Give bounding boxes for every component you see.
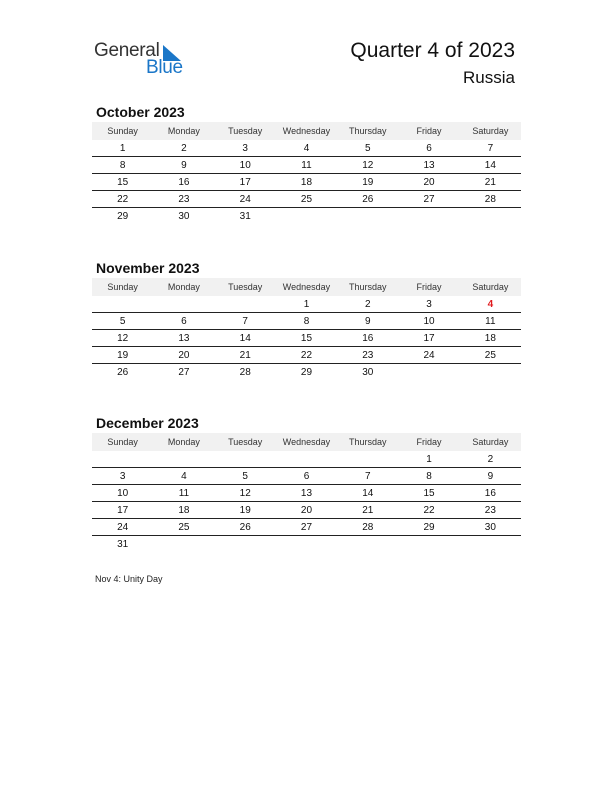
day-cell: 13 bbox=[153, 330, 214, 347]
logo-word-blue: Blue bbox=[146, 57, 183, 78]
weekday-label: Thursday bbox=[337, 433, 398, 451]
day-cell bbox=[398, 536, 459, 553]
day-cell: 30 bbox=[460, 519, 521, 536]
month-october bbox=[92, 102, 521, 224]
day-cell: 7 bbox=[337, 468, 398, 485]
day-cell: 15 bbox=[92, 174, 153, 191]
day-cell: 3 bbox=[398, 296, 459, 313]
day-cell: 5 bbox=[337, 140, 398, 157]
day-cell: 23 bbox=[337, 347, 398, 364]
day-cell: 7 bbox=[215, 313, 276, 330]
day-cell: 28 bbox=[337, 519, 398, 536]
week-row bbox=[92, 485, 521, 502]
day-cell: 14 bbox=[215, 330, 276, 347]
month-title: October 2023 bbox=[96, 104, 185, 120]
week-row bbox=[92, 502, 521, 519]
day-cell: 16 bbox=[153, 174, 214, 191]
day-cell bbox=[276, 451, 337, 468]
month-title: November 2023 bbox=[96, 260, 200, 276]
day-cell: 14 bbox=[337, 485, 398, 502]
day-cell: 9 bbox=[337, 313, 398, 330]
day-cell: 17 bbox=[398, 330, 459, 347]
holiday-day-cell: 4 bbox=[460, 296, 521, 313]
weekday-label: Monday bbox=[153, 278, 214, 296]
day-cell: 12 bbox=[92, 330, 153, 347]
day-cell: 29 bbox=[300, 366, 313, 378]
day-cell: 21 bbox=[460, 174, 521, 191]
weekday-label: Wednesday bbox=[276, 278, 337, 296]
day-cell: 1 bbox=[398, 451, 459, 468]
day-cell: 1 bbox=[276, 296, 337, 313]
day-cell: 15 bbox=[276, 330, 337, 347]
day-cell: 5 bbox=[215, 468, 276, 485]
weekday-label: Saturday bbox=[460, 433, 521, 451]
weekday-label: Sunday bbox=[92, 433, 153, 451]
day-cell bbox=[337, 536, 398, 553]
week-row bbox=[92, 330, 521, 347]
day-cell: 22 bbox=[276, 347, 337, 364]
day-cell: 28 bbox=[460, 191, 521, 208]
day-cell: 22 bbox=[398, 502, 459, 519]
day-cell: 27 bbox=[276, 519, 337, 536]
day-cell: 16 bbox=[337, 330, 398, 347]
day-cell: 27 bbox=[178, 366, 190, 378]
day-cell: 3 bbox=[92, 468, 153, 485]
day-cell: 8 bbox=[276, 313, 337, 330]
day-cell: 17 bbox=[92, 502, 153, 519]
day-cell: 21 bbox=[215, 347, 276, 364]
day-cell: 26 bbox=[117, 366, 129, 378]
day-cell: 19 bbox=[92, 347, 153, 364]
day-cell bbox=[153, 296, 214, 313]
week-row bbox=[92, 468, 521, 485]
week-row bbox=[92, 208, 521, 225]
day-cell bbox=[92, 296, 153, 313]
day-cell: 18 bbox=[276, 174, 337, 191]
day-cell: 11 bbox=[153, 485, 214, 502]
day-cell bbox=[398, 208, 459, 225]
day-cell: 20 bbox=[153, 347, 214, 364]
day-cell: 6 bbox=[398, 140, 459, 157]
day-cell: 30 bbox=[178, 210, 190, 222]
weekday-label: Friday bbox=[398, 278, 459, 296]
week-row bbox=[92, 174, 521, 191]
day-cell: 20 bbox=[398, 174, 459, 191]
weekday-label: Thursday bbox=[337, 278, 398, 296]
day-cell: 29 bbox=[398, 519, 459, 536]
calendar-grid bbox=[92, 433, 521, 552]
day-cell bbox=[153, 451, 214, 468]
day-cell: 2 bbox=[153, 140, 214, 157]
day-cell: 11 bbox=[460, 313, 521, 330]
day-cell: 23 bbox=[153, 191, 214, 208]
weekday-label: Tuesday bbox=[215, 122, 276, 140]
day-cell: 19 bbox=[337, 174, 398, 191]
day-cell bbox=[92, 451, 153, 468]
day-cell: 11 bbox=[276, 157, 337, 174]
day-cell: 17 bbox=[215, 174, 276, 191]
weekday-label: Sunday bbox=[92, 122, 153, 140]
weekday-label: Tuesday bbox=[215, 278, 276, 296]
day-cell: 21 bbox=[337, 502, 398, 519]
day-cell: 25 bbox=[276, 191, 337, 208]
weekday-label: Wednesday bbox=[276, 433, 337, 451]
weekday-header-row bbox=[92, 122, 521, 140]
day-cell: 16 bbox=[460, 485, 521, 502]
day-cell: 3 bbox=[215, 140, 276, 157]
week-row bbox=[92, 451, 521, 468]
day-cell: 31 bbox=[117, 538, 129, 550]
day-cell: 12 bbox=[215, 485, 276, 502]
day-cell: 1 bbox=[92, 140, 153, 157]
week-row bbox=[92, 347, 521, 364]
weekday-label: Friday bbox=[398, 433, 459, 451]
weekday-label: Tuesday bbox=[215, 433, 276, 451]
day-cell: 18 bbox=[153, 502, 214, 519]
week-row bbox=[92, 313, 521, 330]
day-cell bbox=[276, 208, 337, 225]
day-cell bbox=[215, 296, 276, 313]
day-cell: 12 bbox=[337, 157, 398, 174]
day-cell: 10 bbox=[92, 485, 153, 502]
logo-word-general: General bbox=[94, 40, 160, 61]
month-november bbox=[92, 258, 521, 380]
day-cell: 24 bbox=[398, 347, 459, 364]
day-cell bbox=[215, 451, 276, 468]
month-title: December 2023 bbox=[96, 415, 199, 431]
weekday-header-row bbox=[92, 433, 521, 451]
day-cell: 25 bbox=[460, 347, 521, 364]
day-cell: 15 bbox=[398, 485, 459, 502]
day-cell: 9 bbox=[153, 157, 214, 174]
week-row bbox=[92, 157, 521, 174]
weekday-label: Thursday bbox=[337, 122, 398, 140]
day-cell: 26 bbox=[337, 191, 398, 208]
day-cell: 2 bbox=[460, 451, 521, 468]
weekday-label: Monday bbox=[153, 433, 214, 451]
day-cell: 14 bbox=[460, 157, 521, 174]
calendar-grid bbox=[92, 278, 521, 380]
weekday-header-row bbox=[92, 278, 521, 296]
day-cell: 5 bbox=[92, 313, 153, 330]
generalblue-logo bbox=[94, 40, 214, 80]
day-cell: 20 bbox=[276, 502, 337, 519]
day-cell: 25 bbox=[153, 519, 214, 536]
week-row bbox=[92, 519, 521, 536]
day-cell: 13 bbox=[276, 485, 337, 502]
week-row bbox=[92, 536, 521, 553]
week-row bbox=[92, 296, 521, 313]
weekday-label: Sunday bbox=[92, 278, 153, 296]
week-row bbox=[92, 140, 521, 157]
day-cell: 8 bbox=[92, 157, 153, 174]
day-cell: 4 bbox=[153, 468, 214, 485]
weekday-label: Friday bbox=[398, 122, 459, 140]
day-cell: 24 bbox=[215, 191, 276, 208]
day-cell: 6 bbox=[153, 313, 214, 330]
country-name: Russia bbox=[463, 68, 515, 87]
day-cell: 27 bbox=[398, 191, 459, 208]
day-cell: 30 bbox=[362, 366, 374, 378]
weekday-label: Wednesday bbox=[276, 122, 337, 140]
day-cell: 13 bbox=[398, 157, 459, 174]
day-cell: 7 bbox=[460, 140, 521, 157]
day-cell bbox=[398, 364, 459, 381]
day-cell: 24 bbox=[92, 519, 153, 536]
day-cell: 23 bbox=[460, 502, 521, 519]
day-cell: 9 bbox=[460, 468, 521, 485]
day-cell: 28 bbox=[239, 366, 251, 378]
day-cell bbox=[460, 536, 521, 553]
day-cell: 31 bbox=[239, 210, 251, 222]
day-cell: 18 bbox=[460, 330, 521, 347]
day-cell bbox=[215, 536, 276, 553]
day-cell: 10 bbox=[215, 157, 276, 174]
day-cell: 19 bbox=[215, 502, 276, 519]
month-december bbox=[92, 413, 521, 552]
day-cell: 10 bbox=[398, 313, 459, 330]
weekday-label: Monday bbox=[153, 122, 214, 140]
day-cell bbox=[337, 208, 398, 225]
day-cell bbox=[460, 208, 521, 225]
day-cell bbox=[153, 536, 214, 553]
page-title: Quarter 4 of 2023 bbox=[350, 39, 515, 62]
day-cell bbox=[337, 451, 398, 468]
holiday-note: Nov 4: Unity Day bbox=[95, 574, 163, 584]
day-cell: 29 bbox=[117, 210, 129, 222]
week-row bbox=[92, 191, 521, 208]
day-cell bbox=[460, 364, 521, 381]
day-cell: 6 bbox=[276, 468, 337, 485]
weekday-label: Saturday bbox=[460, 278, 521, 296]
week-row bbox=[92, 364, 521, 381]
day-cell: 26 bbox=[215, 519, 276, 536]
day-cell: 22 bbox=[92, 191, 153, 208]
day-cell: 2 bbox=[337, 296, 398, 313]
day-cell: 8 bbox=[398, 468, 459, 485]
calendar-grid bbox=[92, 122, 521, 224]
day-cell: 4 bbox=[276, 140, 337, 157]
weekday-label: Saturday bbox=[460, 122, 521, 140]
day-cell bbox=[276, 536, 337, 553]
